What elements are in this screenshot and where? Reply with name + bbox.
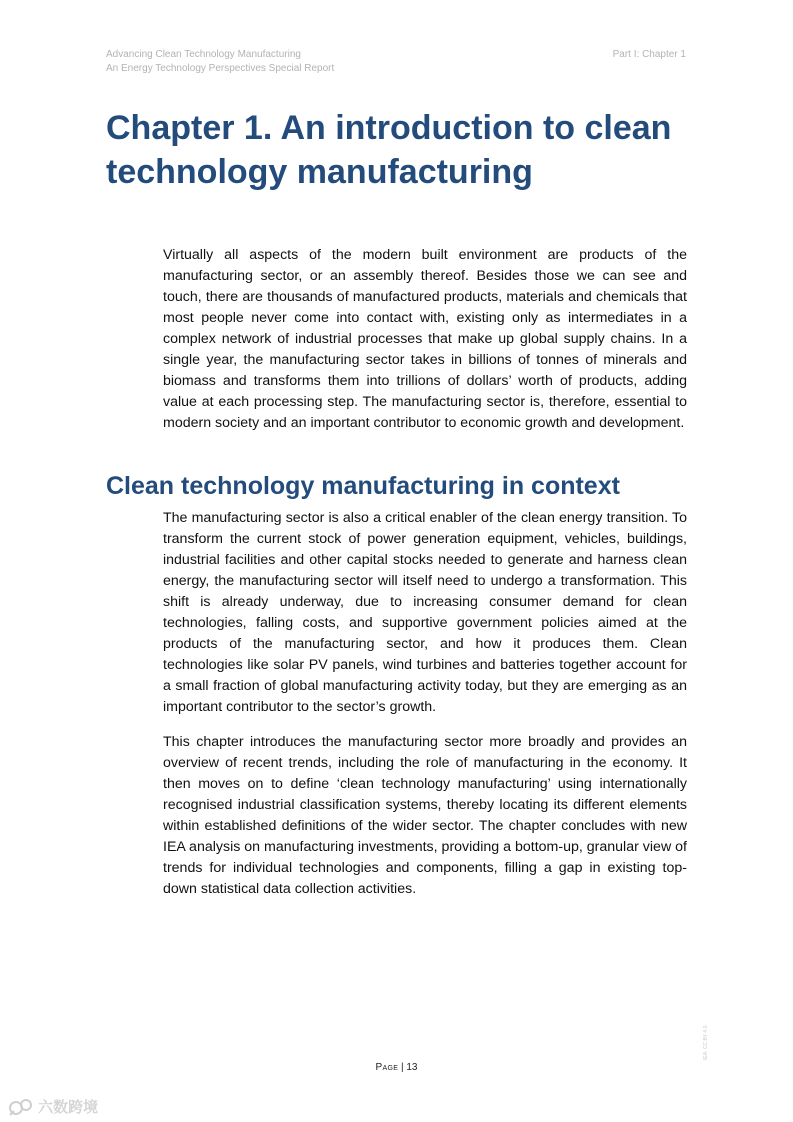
chapter-title: Chapter 1. An introduction to clean technology manufacturing [106, 109, 672, 191]
running-header-right: Part I: Chapter 1 [612, 49, 686, 60]
license-notice: IEA. CC BY 4.0. [703, 1024, 709, 1060]
report-subtitle: An Energy Technology Perspectives Special Report [106, 63, 335, 74]
page-number: 13 [406, 1062, 418, 1073]
watermark-logo-icon [8, 1097, 34, 1117]
watermark-text: 六数跨境 [38, 1098, 99, 1116]
page-label: Page [375, 1062, 399, 1073]
running-header-left [106, 48, 334, 76]
section-paragraph-2: This chapter introduces the manufacturing sector more broadly and provides an overview of recent trends, including the role of manufacturing in the economy. It then moves on to define ‘clean technology manufacturing’ using internationally recognised industrial classification systems, thereby locating its different elements within established definitions of the wider sector. The chapter concludes with new IEA analysis on manufacturing investments, providing a bottom-up, granular view of trends for individual technologies and components, filling a gap in existing top-down statistical data collection activities. [163, 734, 687, 897]
page-separator: | [400, 1062, 404, 1073]
section-paragraph-1: The manufacturing sector is also a critical enabler of the clean energy transition. To transform the current stock of power generation equipment, vehicles, buildings, industrial facilities and other capital stocks needed to generate and harness clean energy, the manufacturing sector will itself need to undergo a transformation. This shift is already underway, due to increasing consumer demand for clean technologies, falling costs, and supportive government policies aimed at the products of the manufacturing sector, and how it produces them. Clean technologies like solar PV panels, wind turbines and batteries together account for a small fraction of global manufacturing activity today, but they are emerging as an important contributor to the sector’s growth. [163, 510, 687, 715]
intro-paragraph: Virtually all aspects of the modern built environment are products of the manufacturing sector, or an assembly thereof. Besides those we can see and touch, there are thousands of manufactured products, materials and chemicals that most people never come into contact with, existing only as intermediates in a complex network of industrial processes that make up global supply chains. In a single year, the manufacturing sector takes in billions of tonnes of minerals and biomass and transforms them into trillions of dollars’ worth of products, adding value at each processing step. The manufacturing sector is, therefore, essential to modern society and an important contributor to economic growth and development. [163, 247, 687, 431]
watermark [8, 1096, 98, 1117]
page-footer [0, 1061, 793, 1075]
section-heading: Clean technology manufacturing in context [106, 472, 620, 500]
report-title: Advancing Clean Technology Manufacturing [106, 49, 301, 60]
